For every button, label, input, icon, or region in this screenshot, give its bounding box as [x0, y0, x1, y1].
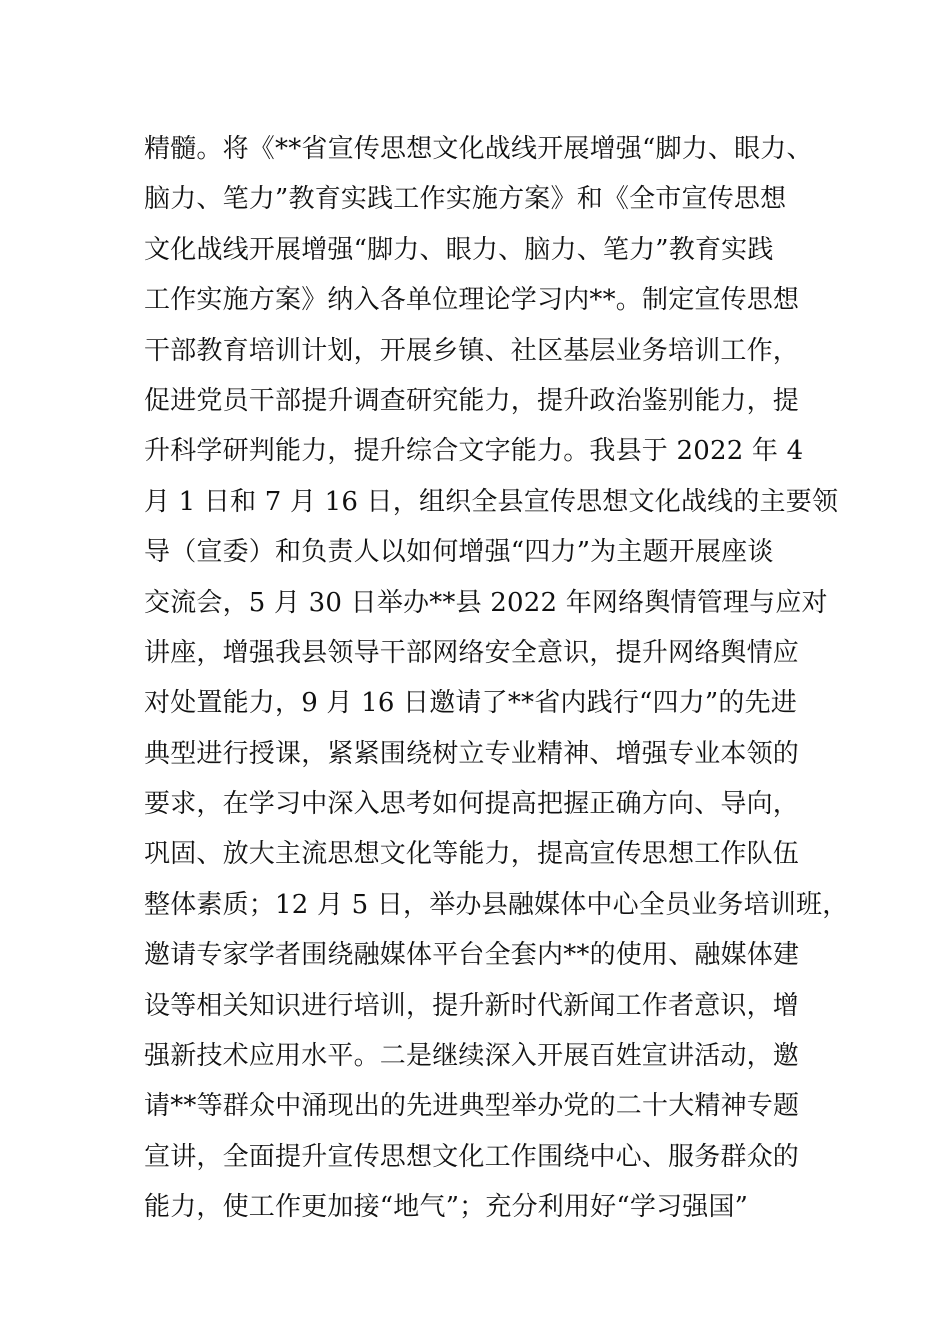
text-line: 设等相关知识进行培训，提升新时代新闻工作者意识，增	[144, 990, 800, 1021]
text-line: 脑力、笔力”教育实践工作实施方案》和《全市宣传思想	[144, 184, 787, 215]
text-line: 促进党员干部提升调查研究能力，提升政治鉴别能力，提	[144, 385, 800, 416]
text-line: 精髓。将《**省宣传思想文化战线开展增强“脚力、眼力、	[144, 134, 813, 164]
text-line: 导（宣委）和负责人以如何增强“四力”为主题开展座谈	[144, 537, 774, 568]
text-line: 交流会，5 月 30 日举办**县 2022 年网络舆情管理与应对	[144, 587, 828, 618]
text-line: 月 1 日和 7 月 16 日，组织全县宣传思想文化战线的主要领	[144, 486, 839, 517]
text-line: 干部教育培训计划，开展乡镇、社区基层业务培训工作，	[144, 335, 800, 366]
body-paragraph	[144, 124, 849, 1233]
text-line: 对处置能力，9 月 16 日邀请了**省内践行“四力”的先进	[144, 688, 798, 719]
text-line: 请**等群众中涌现出的先进典型举办党的二十大精神专题	[144, 1091, 800, 1122]
text-line: 能力，使工作更加接“地气”；充分利用好“学习强国”	[144, 1192, 749, 1223]
text-line: 宣讲，全面提升宣传思想文化工作围绕中心、服务群众的	[144, 1141, 800, 1172]
text-line: 文化战线开展增强“脚力、眼力、脑力、笔力”教育实践	[144, 234, 774, 265]
text-line: 典型进行授课，紧紧围绕树立专业精神、增强专业本领的	[144, 738, 800, 769]
text-line: 整体素质；12 月 5 日，举办县融媒体中心全员业务培训班，	[144, 889, 849, 920]
text-line: 强新技术应用水平。二是继续深入开展百姓宣讲活动，邀	[144, 1041, 800, 1072]
text-line: 邀请专家学者围绕融媒体平台全套内**的使用、融媒体建	[144, 940, 800, 971]
text-line: 讲座，增强我县领导干部网络安全意识，提升网络舆情应	[144, 637, 800, 668]
text-line: 升科学研判能力，提升综合文字能力。我县于 2022 年 4	[144, 436, 804, 467]
text-line: 巩固、放大主流思想文化等能力，提高宣传思想工作队伍	[144, 839, 800, 870]
text-line: 工作实施方案》纳入各单位理论学习内**。制定宣传思想	[144, 285, 800, 316]
text-line: 要求，在学习中深入思考如何提高把握正确方向、导向，	[144, 789, 800, 820]
